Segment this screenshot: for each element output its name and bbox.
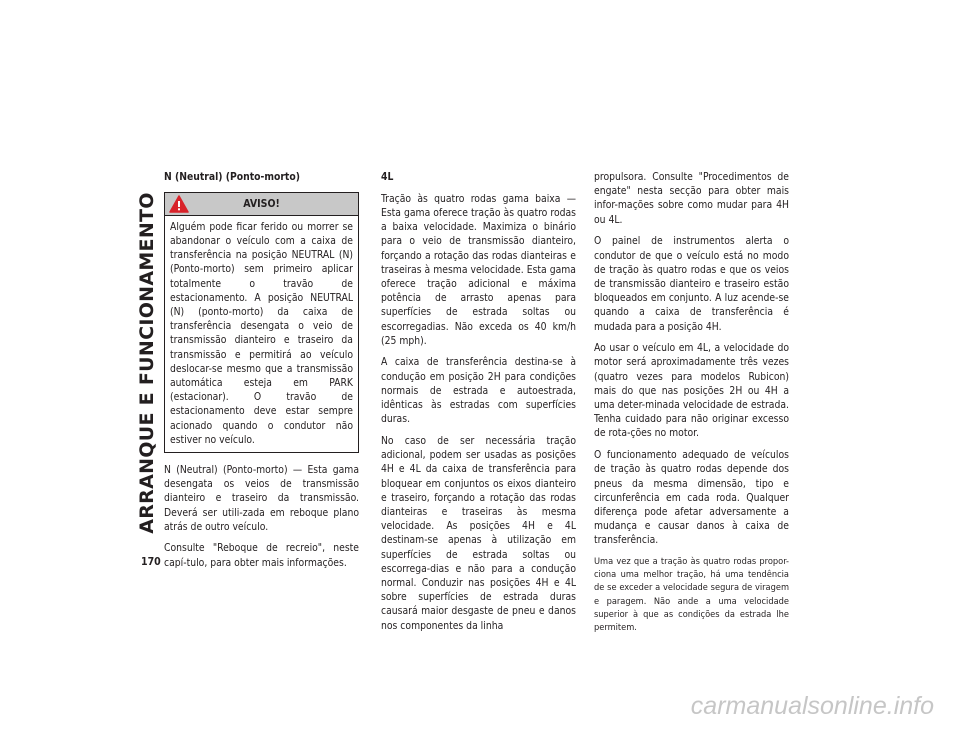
chapter-title: ARRANQUE E FUNCIONAMENTO — [136, 192, 158, 534]
section-heading-neutral: N (Neutral) (Ponto-morto) — [164, 171, 300, 183]
paragraph: O painel de instrumentos alerta o condutor de que o veículo está no modo de tração às quatro rodas e que os veios de transmissão dianteiro e traseiro estão bloqueados em conjunto. A luz acende-se quando a caixa de transferência é mudada para a posição 4H. — [594, 235, 789, 333]
page-number: 170 — [141, 556, 161, 568]
warning-text: Alguém pode ficar ferido ou morrer se abandonar o veículo com a caixa de transferência na posição NEUTRAL (N)(Ponto-morto) sem primeiro aplicar totalmente o travão de estacionamento. A posição NEUTRAL (N) (ponto-morto) da caixa de transferência desengata o veio de transmissão dianteiro e traseiro da transmissão e permitirá ao veículo deslocar-se mesmo que a transmissão automática esteja em PARK (estacionar). O travão de estacionamento deve estar sempre acionado quando o condutor não estiver no veículo. — [170, 220, 353, 446]
paragraph: A caixa de transferência destina-se à condução em posição 2H para condições normais de estrada e autoestrada, idênticas às estradas com superfícies duras. — [381, 356, 576, 426]
paragraph: O funcionamento adequado de veículos de tração às quatro rodas depende dos pneus da mesma dimensão, tipo e circunferência em cada roda. Qualquer diferença pode afetar adversamente a mudança e causar danos à caixa de transferência. — [594, 449, 789, 547]
warning-title: AVISO! — [243, 197, 280, 210]
paragraph: propulsora. Consulte "Procedimentos de engate" nesta secção para obter mais infor-mações sobre como mudar para 4H ou 4L. — [594, 171, 789, 226]
column-1 — [164, 170, 359, 577]
column-3 — [594, 170, 789, 642]
paragraph: Tração às quatro rodas gama baixa — Esta gama oferece tração às quatro rodas a baixa velocidade. Maximiza o binário para o veio de transmissão dianteiro, forçando a rotação das rodas dianteiras e traseiras à mesma velocidade. Esta gama oferece tração adicional e máxima potência de arrasto apenas para superfícies de estrada soltas ou escorregadias. Não exceda os 40 km/h (25 mph). — [381, 192, 576, 347]
paragraph: Consulte "Reboque de recreio", neste capí-tulo, para obter mais informações. — [164, 542, 359, 569]
paragraph-small: Uma vez que a tração às quatro rodas propor-ciona uma melhor tração, há uma tendência de se exceder a velocidade segura de viragem e paragem. Não ande a uma velocidade superior à que as condições da estrada lhe permitem. — [594, 556, 789, 634]
chapter-sidebar — [136, 153, 158, 573]
paragraph: N (Neutral) (Ponto-morto) — Esta gama desengata os veios de transmissão dianteiro e traseiro da transmissão. Deverá ser utili-zada em reboque plano atrás de outro veículo. — [164, 463, 359, 533]
warning-box — [164, 192, 359, 453]
section-heading-4l: 4L — [381, 171, 394, 183]
watermark: carmanualsonline.info — [690, 692, 934, 720]
paragraph: No caso de ser necessária tração adicional, podem ser usadas as posições 4H e 4L da caixa de transferência para bloquear em conjuntos os eixos dianteiro e traseiro, forçando a rotação das rodas dianteiras e traseiras às mesma velocidade. As posições 4H e 4L destinam-se apenas à utilização em superfícies de estrada soltas ou escorrega-dias e não para a condução normal. Conduzir nas posições 4H e 4L sobre superfícies de estrada duras causará maior desgaste de pneu e danos nos componentes da linha — [381, 434, 576, 632]
column-2 — [381, 170, 576, 640]
warning-header — [165, 193, 358, 216]
warning-triangle-icon — [169, 195, 189, 213]
paragraph: Ao usar o veículo em 4L, a velocidade do motor será aproximadamente três vezes (quatro vezes para modelos Rubicon) mais do que nas posições 2H ou 4H a uma deter-minada velocidade de estrada. Tenha cuidado para não originar excesso de rota-ções no motor. — [594, 342, 789, 440]
